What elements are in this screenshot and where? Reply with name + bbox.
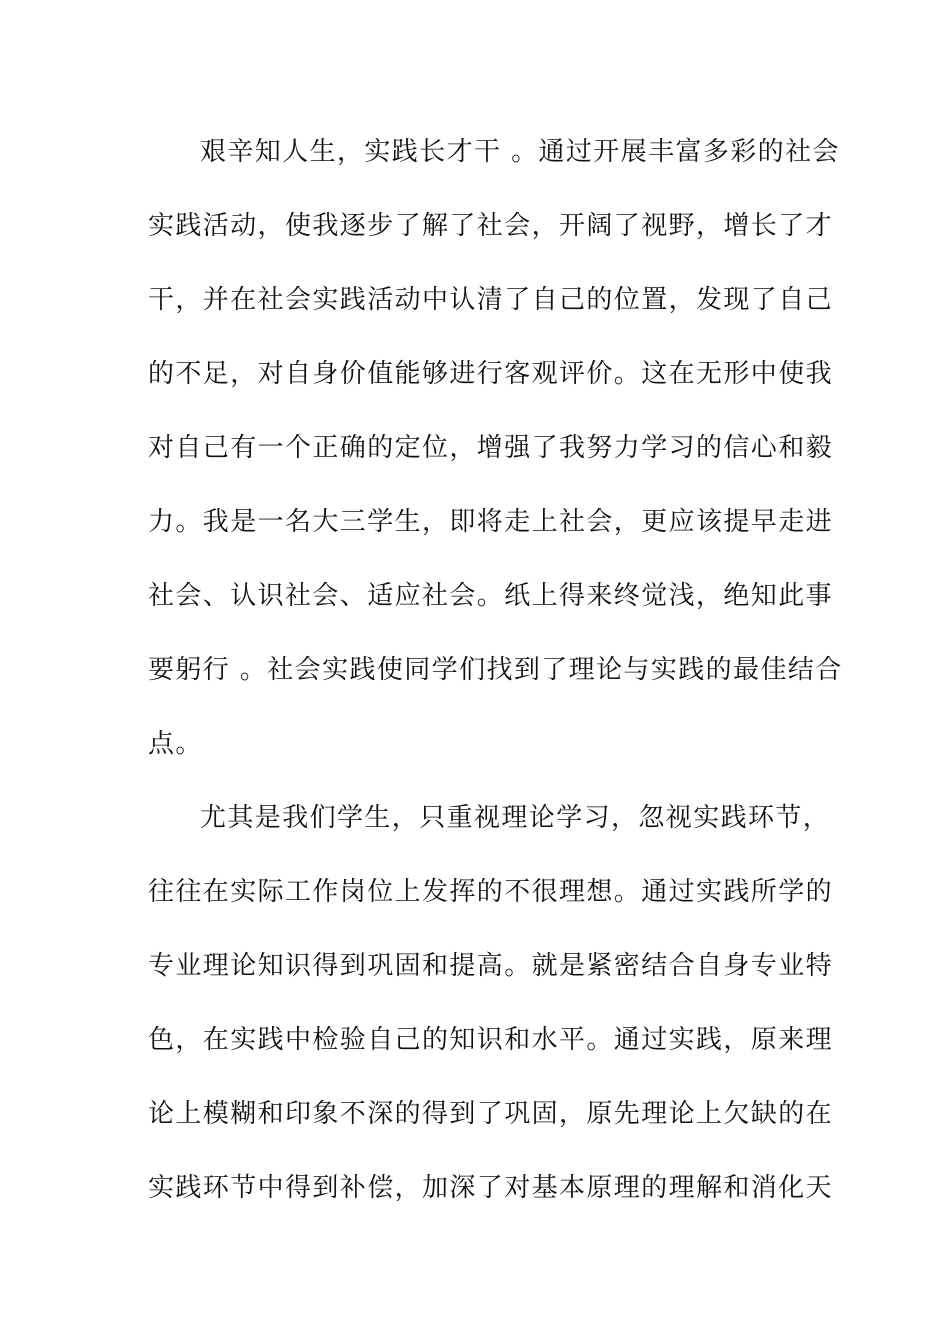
paragraph-line: 力。我是一名大三学生，即将走上社会，更应该提早走进	[148, 507, 834, 537]
paragraph-line: 尤其是我们学生，只重视理论学习，忽视实践环节，	[200, 803, 831, 833]
body-text	[148, 127, 843, 1237]
paragraph-line: 论上模糊和印象不深的得到了巩固，原先理论上欠缺的在	[148, 1099, 834, 1129]
paragraph-line: 的不足，对自身价值能够进行客观评价。这在无形中使我	[148, 359, 834, 389]
paragraph-line: 实践活动，使我逐步了解了社会，开阔了视野，增长了才	[148, 211, 834, 241]
paragraph-line: 色，在实践中检验自己的知识和水平。通过实践，原来理	[148, 1025, 834, 1055]
paragraph-line: 艰辛知人生，实践长才干 。通过开展丰富多彩的社会	[200, 137, 840, 167]
paragraph-line: 专业理论知识得到巩固和提高。就是紧密结合自身专业特	[148, 951, 834, 981]
paragraph-line: 社会、认识社会、适应社会。纸上得来终觉浅，绝知此事	[148, 581, 834, 611]
paragraph-line: 对自己有一个正确的定位，增强了我努力学习的信心和毅	[148, 433, 834, 463]
paragraph-line: 往往在实际工作岗位上发挥的不很理想。通过实践所学的	[148, 877, 834, 907]
paragraph-line: 点。	[148, 729, 203, 759]
paragraph-line: 实践环节中得到补偿，加深了对基本原理的理解和消化天	[148, 1173, 834, 1203]
paragraph-line: 干，并在社会实践活动中认清了自己的位置，发现了自己	[148, 285, 834, 315]
paragraph-1	[148, 127, 843, 793]
paragraph-line: 要躬行 。社会实践使同学们找到了理论与实践的最佳结合	[148, 655, 843, 685]
paragraph-2	[148, 793, 834, 1237]
